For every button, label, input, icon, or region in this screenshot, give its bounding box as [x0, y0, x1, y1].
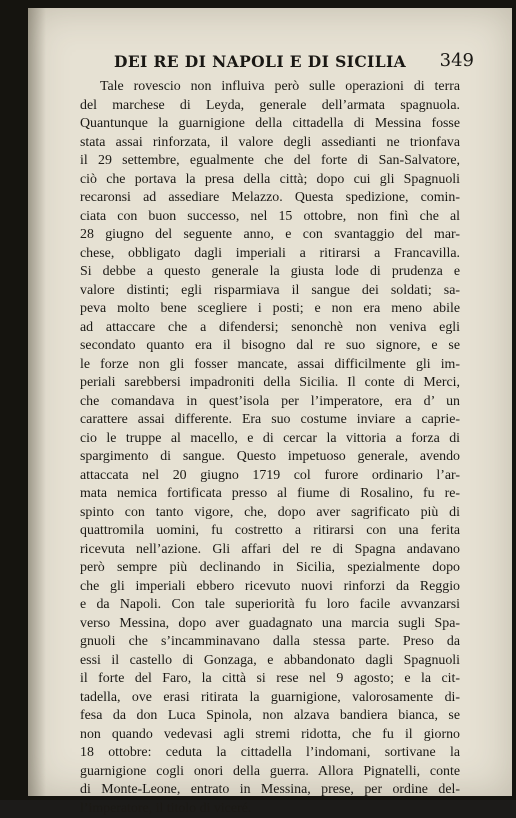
text-line: guarnigione cogli onori della guerra. Allora Pignatelli, conte — [80, 763, 460, 782]
text-line: quattromila uomini, fu costretto a ritirarsi con una ferita — [80, 522, 460, 541]
text-line: spargimento di sangue. Questo impetuoso generale, avendo — [80, 448, 460, 467]
text-line: non quando vedevasi agli stremi ridotta, che fu il giorno — [80, 726, 460, 745]
text-line: valore distinti; egli risparmiava il sangue dei soldati; sa- — [80, 282, 460, 301]
text-line: del marchese di Leyda, generale dell’armata spagnuola. — [80, 97, 460, 116]
text-line: attaccata nel 20 giugno 1719 col furore ordinario l’ar- — [80, 467, 460, 486]
text-line: spinto con tanto vigore, che, dopo aver sagrificato più di — [80, 504, 460, 523]
text-line: tadella, ove erasi ritirata la guarnigione, valorosamente di- — [80, 689, 460, 708]
text-line: peva molto bene scegliere i posti; e non era meno abile — [80, 300, 460, 319]
text-line: e da Napoli. Con tale superiorità fu loro facile avvanzarsi — [80, 596, 460, 615]
text-line: che comandava in quest’isola per l’imperatore, era d’ un — [80, 393, 460, 412]
text-line: periali sarebbersi impadroniti della Sicilia. Il conte di Merci, — [80, 374, 460, 393]
text-line: Tale rovescio non influiva però sulle operazioni di terra — [80, 78, 460, 97]
text-line: ciò che portava la presa della città; dopo cui gli Spagnuoli — [80, 171, 460, 190]
text-line: essi il castello di Gonzaga, e abbandonato dagli Spagnuoli — [80, 652, 460, 671]
text-line: Si debbe a questo generale la giusta lode di prudenza e — [80, 263, 460, 282]
text-line: carattere assai differente. Era suo costume inviare a caprie- — [80, 411, 460, 430]
text-line: fesa da don Luca Spinola, non alzava bandiera bianca, se — [80, 707, 460, 726]
running-title: DEI RE DI NAPOLI E DI SICILIA — [114, 52, 406, 71]
text-line: 18 ottobre: ceduta la cittadella l’indomani, sortivane la — [80, 744, 460, 763]
text-line: secondato quanto era il bisogno dal re suo signore, e se — [80, 337, 460, 356]
text-line: che gli imperiali ebbero ricevuto nuovi rinforzi da Reggio — [80, 578, 460, 597]
body-text — [80, 78, 460, 818]
text-line: di Monte-Leone, entrato in Messina, prese, per ordine del- — [80, 781, 460, 800]
text-line: Quantunque la guarnigione della cittadella di Messina fosse — [80, 115, 460, 134]
text-line: mata nemica fortificata presso al fiume di Rosalino, fu re- — [80, 485, 460, 504]
text-line: il 29 settembre, egualmente che del forte di San-Salvatore, — [80, 152, 460, 171]
page-number: 349 — [440, 50, 474, 71]
text-line: le forze non gli fosser mancate, assai difficilmente gli im- — [80, 356, 460, 375]
text-line: stata assai rinforzata, il valore degli assedianti ne trionfava — [80, 134, 460, 153]
text-line: però sempre più declinando in Sicilia, spezialmente dopo — [80, 559, 460, 578]
text-line: l’imperatore, il titolo di viceré. — [80, 800, 460, 818]
text-line: recaronsi ad assediare Melazzo. Questa spedizione, comin- — [80, 189, 460, 208]
text-line: ad attaccare che a difendersi; senonchè non veniva egli — [80, 319, 460, 338]
page-header — [80, 50, 480, 76]
text-line: gnuoli che s’incamminavano dalla stessa parte. Preso da — [80, 633, 460, 652]
text-line: ricevuta nell’azione. Gli affari del re di Spagna andavano — [80, 541, 460, 560]
text-line: 28 giugno del seguente anno, e con svantaggio del mar- — [80, 226, 460, 245]
text-line: cio le truppe al macello, e di cercar la vittoria a forza di — [80, 430, 460, 449]
text-line: verso Messina, dopo aver guadagnato una marcia sugli Spa- — [80, 615, 460, 634]
text-line: il forte del Faro, la città si rese nel 9 agosto; e la cit- — [80, 670, 460, 689]
page-gutter-shadow — [28, 8, 46, 796]
text-line: chese, obbligato dagli imperiali a ritirarsi a Francavilla. — [80, 245, 460, 264]
text-line: ciata con buon successo, nel 15 ottobre, non finì che al — [80, 208, 460, 227]
